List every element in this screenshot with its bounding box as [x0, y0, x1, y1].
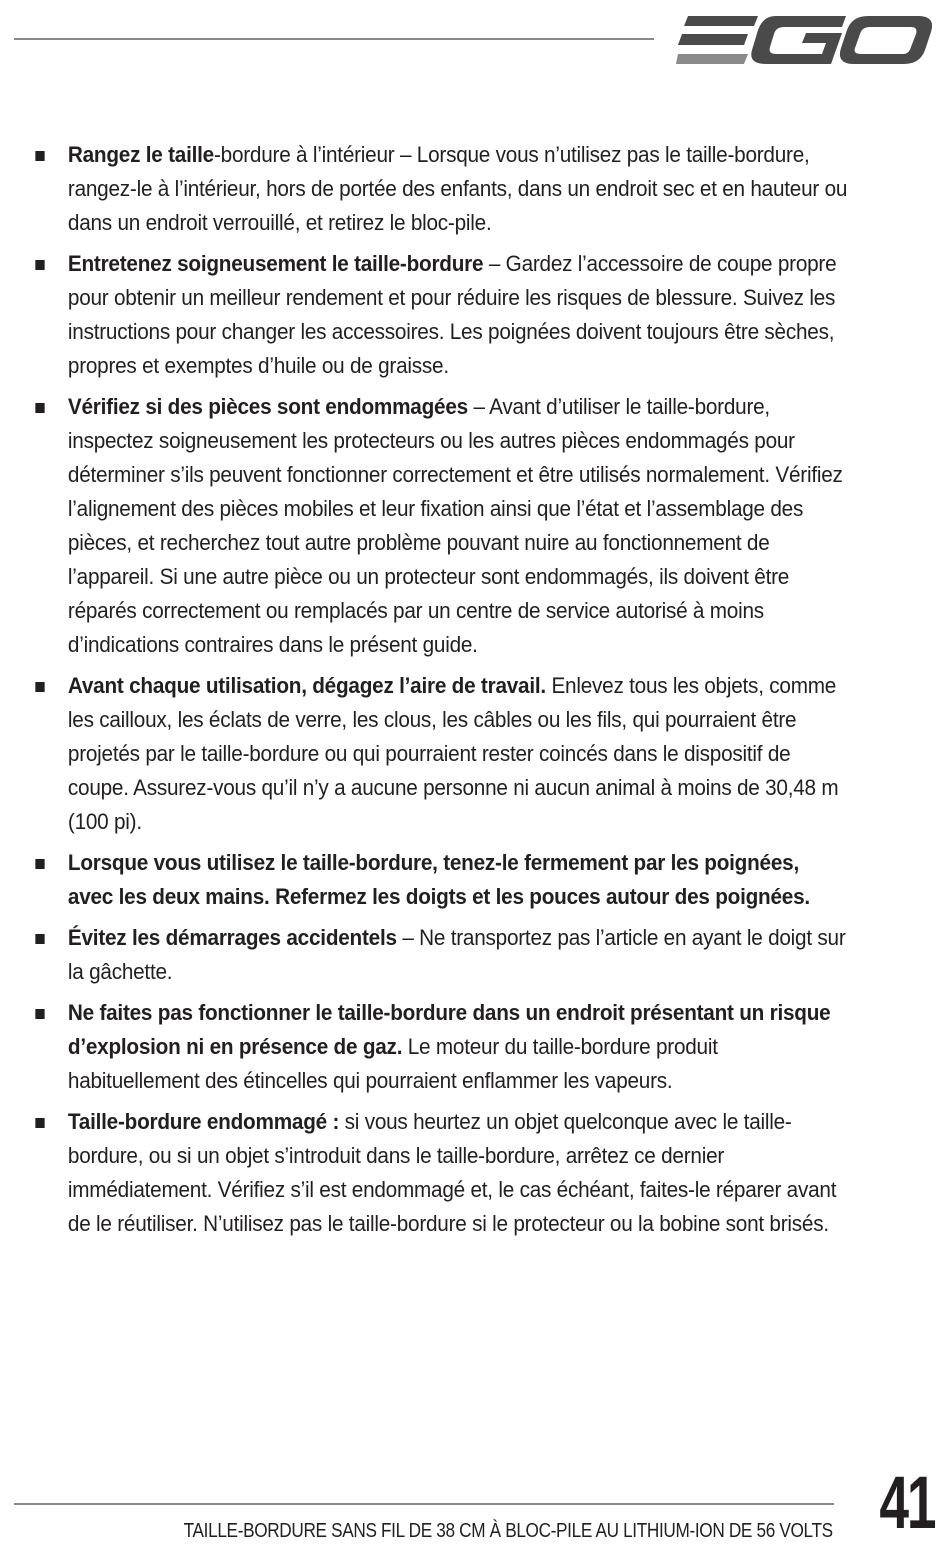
header-rule: [14, 38, 654, 40]
item-text: -bordure à l’intérieur – Lorsque vous n’utilisez pas le taille-bordure, rangez-le à l’intérieur, hors de portée des enfants, dans un endroit sec et en hauteur ou dans un endroit verrouillé, et retirez le bloc-pile.: [67, 142, 848, 235]
list-item: [0, 921, 866, 989]
list-item: [0, 996, 866, 1098]
item-text: – Gardez l’accessoire de coupe propre pour obtenir un meilleur rendement et pour réduire les risques de blessure. Suivez les instructions pour changer les accessoires. Les poignées doivent toujours être sèches, propres et exemptes d’huile ou de graisse.: [67, 251, 837, 378]
bullet-icon: [35, 934, 44, 944]
item-heading: Ne faites pas fonctionner le taille-bordure dans un endroit présentant un risque d’explosion ni en présence de gaz.: [67, 1000, 831, 1059]
bullet-icon: [35, 403, 44, 413]
bullet-icon: [35, 1009, 44, 1019]
item-text: Enlevez tous les objets, comme les cailloux, les éclats de verre, les clous, les câbles ou les fils, qui pourraient être projetés par le taille-bordure ou qui pourraient rester coincés dans le dispositif de coupe. Assurez-vous qu’il n’y a aucune personne ni aucun animal à moins de 30,48 m (100 pi).: [67, 673, 839, 834]
list-item: [0, 247, 866, 383]
list-item: [0, 846, 866, 914]
bullet-icon: [35, 151, 44, 161]
page-number: 41: [879, 1461, 934, 1544]
footer-title: TAILLE-BORDURE SANS FIL DE 38 CM À BLOC-PILE AU LITHIUM-ION DE 56 VOLTS: [183, 1520, 833, 1542]
item-heading: Entretenez soigneusement le taille-bordure: [67, 251, 484, 276]
item-heading: Évitez les démarrages accidentels: [67, 925, 397, 950]
item-text: – Ne transportez pas l’article en ayant le doigt sur la gâchette.: [67, 925, 846, 984]
item-heading: Avant chaque utilisation, dégagez l’aire de travail.: [67, 673, 546, 698]
bullet-icon: [35, 260, 44, 270]
footer-rule: [14, 1503, 834, 1505]
item-heading: Rangez le taille: [67, 142, 214, 167]
list-item: [0, 138, 866, 240]
item-heading: Taille-bordure endommagé :: [67, 1109, 340, 1134]
item-heading: Lorsque vous utilisez le taille-bordure, tenez-le fermement par les poignées, avec les deux mains. Refermez les doigts et les pouces autour des poignées.: [67, 850, 810, 909]
ego-logo: [676, 12, 934, 68]
item-text: – Avant d’utiliser le taille-bordure, inspectez soigneusement les protecteurs ou les autres pièces endommagés pour déterminer s’ils peuvent fonctionner correctement et être utilisés normalement. Vérifiez l’alignement des pièces mobiles et leur fixation ainsi que l’état et l’assemblage des pièces, et recherchez tout autre problème pouvant nuire au fonctionnement de l’appareil. Si une autre pièce ou un protecteur sont endommagés, ils doivent être réparés correctement ou remplacés par un centre de service autorisé à moins d’indications contraires dans le présent guide.: [67, 394, 843, 657]
item-text: Le moteur du taille-bordure produit habituellement des étincelles qui pourraient enflammer les vapeurs.: [67, 1034, 718, 1093]
bullet-icon: [35, 859, 44, 869]
list-item: [0, 1105, 866, 1241]
logo-text: EGO: [676, 12, 679, 13]
safety-list: [0, 138, 950, 1248]
bullet-icon: [35, 682, 44, 692]
list-item: [0, 390, 866, 662]
item-text: si vous heurtez un objet quelconque avec le taille-bordure, ou si un objet s’introduit dans le taille-bordure, arrêtez ce dernier immédiatement. Vérifiez s’il est endommagé et, le cas échéant, faites-le réparer avant de le réutiliser. N’utilisez pas le taille-bordure si le protecteur ou la bobine sont brisés.: [67, 1109, 837, 1236]
item-heading: Vérifiez si des pièces sont endommagées: [67, 394, 468, 419]
list-item: [0, 669, 866, 839]
bullet-icon: [35, 1118, 44, 1128]
